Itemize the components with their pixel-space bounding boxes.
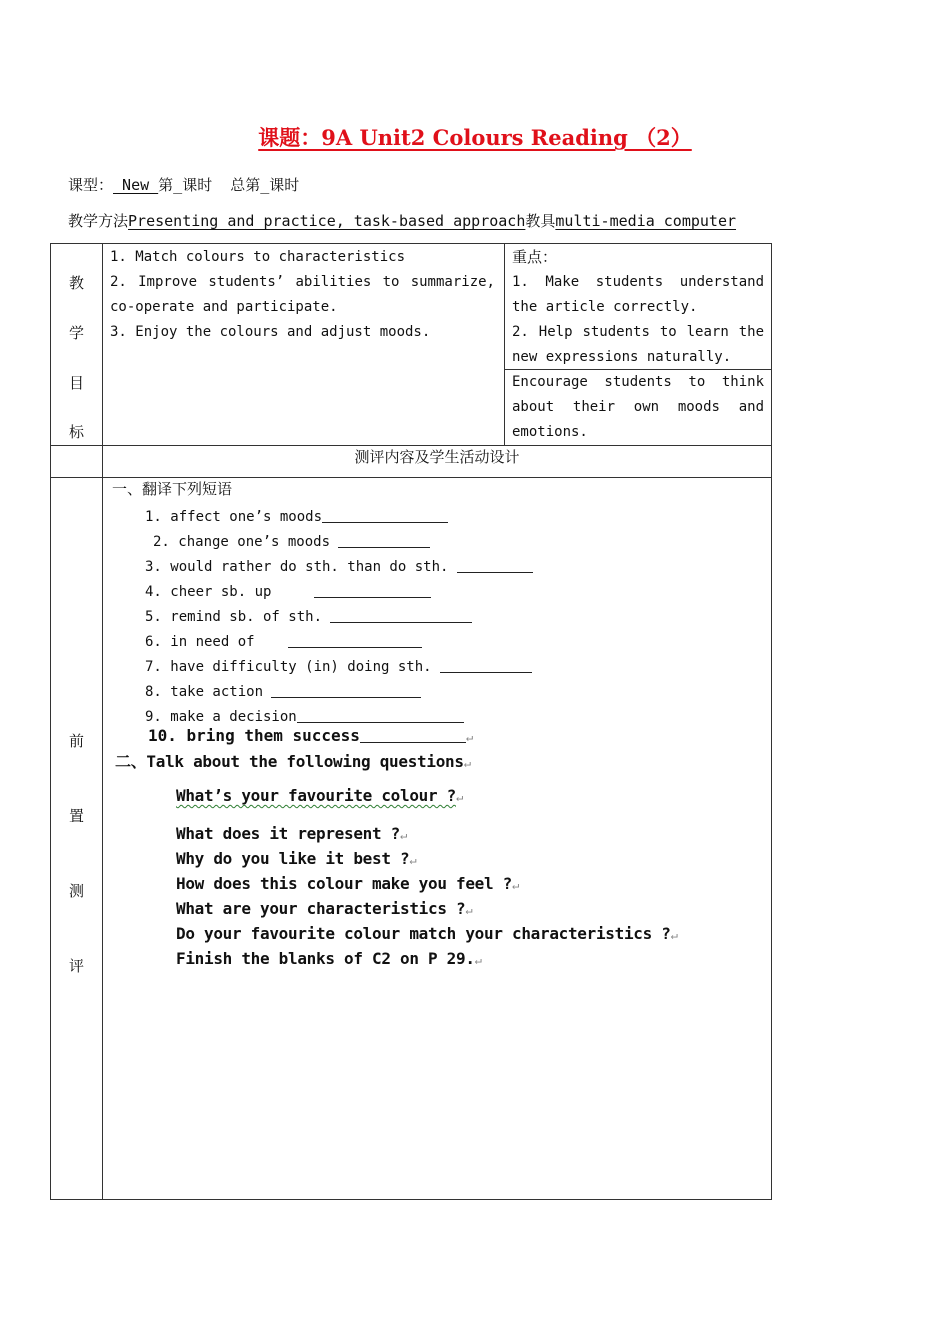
method-label: 教学方法 xyxy=(68,212,129,230)
question-item xyxy=(176,949,482,968)
tools-value: multi-media computer xyxy=(555,212,737,230)
paragraph-mark-icon: ↵ xyxy=(456,790,463,804)
phrase-item xyxy=(145,608,472,625)
answer-blank[interactable] xyxy=(330,608,472,623)
section2-title-text: 二、Talk about the following questions xyxy=(115,752,464,771)
type-label: 课型： xyxy=(68,176,114,194)
side-char: 前 xyxy=(68,732,84,750)
phrase-item xyxy=(145,708,464,725)
type-value: New xyxy=(113,176,159,194)
answer-blank[interactable] xyxy=(297,708,464,723)
phrase-item xyxy=(145,508,448,525)
paragraph-mark-icon: ↵ xyxy=(409,853,417,867)
question-text: Do your favourite colour match your characteristics ? xyxy=(176,924,671,943)
question-text: What’s your favourite colour ? xyxy=(176,786,456,805)
question-item xyxy=(176,924,678,943)
section1-title: 一、翻译下列短语 xyxy=(112,480,233,498)
side-char: 置 xyxy=(68,807,84,825)
answer-blank[interactable] xyxy=(322,508,448,523)
phrase-item xyxy=(145,558,533,575)
tools-label: 教具 xyxy=(525,212,556,230)
side-char: 测 xyxy=(68,882,84,900)
question-item xyxy=(176,824,407,843)
question-item xyxy=(176,899,472,918)
paragraph-mark-icon: ↵ xyxy=(670,928,678,942)
phrase-text: 2. change one’s moods xyxy=(153,534,331,550)
phrase-text: 5. remind sb. of sth. xyxy=(145,609,323,625)
question-text: Finish the blanks of C2 on P 29. xyxy=(176,949,475,968)
table-divider xyxy=(102,243,103,1200)
phrase-item xyxy=(145,683,421,700)
title-text: 课题：9A Unit2 Colours Reading （2） xyxy=(258,125,692,150)
lesson-type-line xyxy=(68,174,299,195)
question-text: How does this colour make you feel ? xyxy=(176,874,512,893)
answer-blank[interactable] xyxy=(338,533,430,548)
phrase-text: 4. cheer sb. up xyxy=(145,584,272,600)
key-points-heading: 重点： xyxy=(512,248,558,266)
key-points xyxy=(512,245,764,370)
question-item xyxy=(176,786,463,805)
phrase-text: 9. make a decision xyxy=(145,709,297,725)
answer-blank[interactable] xyxy=(360,727,466,743)
phrase-text: 6. in need of xyxy=(145,634,255,650)
lesson-label: 第_课时 xyxy=(158,176,213,194)
phrase-text: 10. bring them success xyxy=(148,726,360,745)
design-header: 测评内容及学生活动设计 xyxy=(354,448,520,466)
paragraph-mark-icon: ↵ xyxy=(511,878,519,892)
answer-blank[interactable] xyxy=(288,633,422,648)
phrase-item xyxy=(153,533,430,550)
key-point-item: 1. Make students understand the article correctly. xyxy=(512,274,764,315)
phrase-item xyxy=(145,658,532,675)
phrase-text: 1. affect one’s moods xyxy=(145,509,323,525)
objective-item: 3. Enjoy the colours and adjust moods. xyxy=(110,324,431,340)
paragraph-mark-icon: ↵ xyxy=(465,730,474,744)
side-char: 标 xyxy=(68,423,84,441)
paragraph-mark-icon: ↵ xyxy=(463,756,471,770)
phrase-item xyxy=(145,633,422,650)
question-text: What does it represent ? xyxy=(176,824,400,843)
answer-blank[interactable] xyxy=(440,658,532,673)
objectives-side-label xyxy=(51,243,102,445)
answer-blank[interactable] xyxy=(457,558,533,573)
key-point-item: 2. Help students to learn the new expressions naturally. xyxy=(512,324,764,365)
phrase-item xyxy=(145,583,431,600)
answer-blank[interactable] xyxy=(314,583,431,598)
paragraph-mark-icon: ↵ xyxy=(474,953,482,967)
side-char: 学 xyxy=(68,324,84,342)
section2-title xyxy=(115,749,471,772)
method-value: Presenting and practice, task-based approach xyxy=(128,212,526,230)
side-char: 目 xyxy=(68,374,84,392)
pretest-side-label xyxy=(51,478,102,1200)
side-char: 教 xyxy=(68,274,84,292)
emotion-goal: Encourage students to think about their own moods and emotions. xyxy=(512,374,764,440)
objectives-list xyxy=(110,245,495,345)
question-item xyxy=(176,849,416,868)
table-divider xyxy=(504,243,505,445)
question-item xyxy=(176,874,519,893)
question-text: What are your characteristics ? xyxy=(176,899,466,918)
objective-item: 1. Match colours to characteristics xyxy=(110,249,406,265)
answer-blank[interactable] xyxy=(271,683,421,698)
total-label: 总第_课时 xyxy=(230,176,300,194)
phrase-text: 8. take action xyxy=(145,684,264,700)
side-char: 评 xyxy=(68,957,84,975)
phrase-text: 3. would rather do sth. than do sth. xyxy=(145,559,449,575)
question-text: Why do you like it best ? xyxy=(176,849,410,868)
objective-item: 2. Improve students’ abilities to summarize, co-operate and participate. xyxy=(110,274,495,315)
paragraph-mark-icon: ↵ xyxy=(400,828,407,842)
phrase-item xyxy=(148,726,473,745)
phrase-text: 7. have difficulty (in) doing sth. xyxy=(145,659,432,675)
method-line xyxy=(68,210,736,231)
paragraph-mark-icon: ↵ xyxy=(465,903,473,917)
page-title xyxy=(0,122,950,152)
